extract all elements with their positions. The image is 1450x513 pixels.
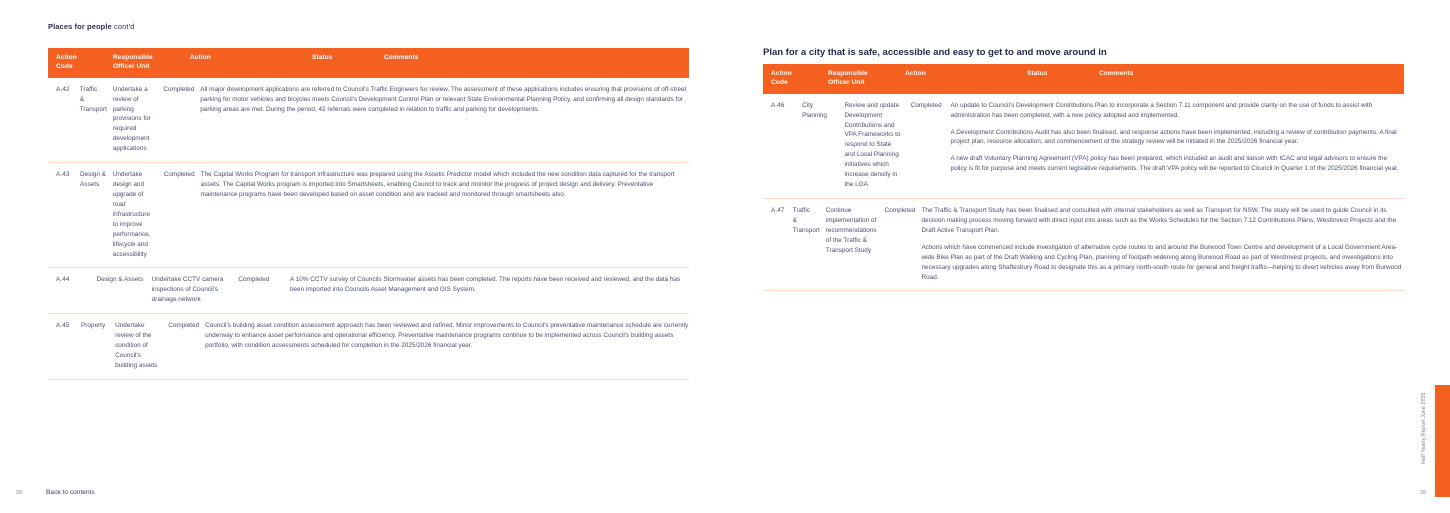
header-status: Status <box>312 54 333 61</box>
cell-action-code: A.45 <box>56 322 70 330</box>
table-row <box>48 314 689 380</box>
header-responsible-officer-unit: Responsible Officer Unit <box>113 54 153 71</box>
cell-action: Continue implementation of recommendations of the Traffic & Transport Study <box>825 207 877 254</box>
table-body <box>763 94 1404 292</box>
cell-officer-unit: Traffic & Transport <box>792 207 820 234</box>
back-to-contents-link[interactable]: Back to contents <box>46 489 95 496</box>
comment-paragraph: All major development applications are referred to Council's Traffic Engineers for review. The assessment of these applications includes ensuring that provisions of off-street parking for motor vehicles and bicycles meets Council's Development Control Plan or relevant State Environmental Planning Policy, and confirming all design standards for parking areas are met. During the period, 42 referrals were completed in relation to traffic and parking for developments. <box>200 85 687 113</box>
cell-action: Review and update Development Contributions and VPA Frameworks to respond to State and Local Planning initiatives which increase density in the LGA <box>844 101 901 189</box>
cell-action-code: A.46 <box>771 101 785 109</box>
table-body <box>48 78 689 380</box>
cell-comments <box>205 321 689 351</box>
cell-status: Completed <box>163 171 195 179</box>
cell-comments <box>200 85 689 115</box>
cell-officer-unit: Property <box>80 322 106 330</box>
comment-paragraph: An update to Council's Development Contributions Plan to incorporate a Section 7.11 component and provide clarity on the use of funds to assist with administration has been completed, with a new policy adopted and implemented. <box>950 101 1373 119</box>
left-actions-table <box>48 48 689 380</box>
table-row <box>48 163 689 268</box>
table-row <box>48 78 689 163</box>
comment-paragraph: A 10% CCTV survey of Councils Stormwater assets has been completed. The reports have been received and reviewed, and the data has been imported into Councils Asset Management and GIS System. <box>289 276 681 294</box>
cell-officer-unit: City Planning <box>802 101 827 119</box>
cell-comments <box>951 101 1404 175</box>
table-header-row <box>48 48 689 78</box>
side-tab-marker <box>1435 385 1450 497</box>
cell-action: Undertake review of the condition of Council's building assets <box>115 322 158 369</box>
table-row <box>48 268 689 314</box>
page-number: 38 <box>16 489 22 496</box>
comment-paragraph: The Traffic & Transport Study has been finalised and consulted with internal stakeholders as well as Transport for NSW. The study will be used to guide Council in its decision making process moving forward with direct input into areas such as the Works Schedules for the Section 7.12 Contributions Plans, WestInvest Projects and the Draft Active Transport Plan. <box>921 207 1397 234</box>
cell-status: Completed <box>238 276 270 284</box>
cell-status: Completed <box>910 101 942 109</box>
cell-action: Undertake a review of parking provisions for required development applications <box>112 85 151 153</box>
cell-status: Completed <box>163 85 195 93</box>
comment-paragraph: Actions which have commenced include investigation of alternative cycle routes to and around the Burwood Town Centre and development of a Local Government Area-wide Bike Plan as part of the Draft Walking and Cycling Plan, planning of footpath widening along Burwood Road as part of WestInvest projects, and investigations into necessary upgrades along Shaftesbury Road to designate this as a primary north-south route for general and freight traffic—helping to divert vehicles away from Burwood Road. <box>921 243 1402 281</box>
cell-status: Completed <box>168 322 200 330</box>
header-responsible-officer-unit: Responsible Officer Unit <box>828 70 868 87</box>
cell-officer-unit: Design & Assets <box>79 171 106 189</box>
header-comments: Comments <box>384 54 419 61</box>
header-action: Action <box>905 70 926 77</box>
header-action-code: Action Code <box>56 54 77 71</box>
left-page-footer <box>16 489 95 496</box>
running-head-title: Places for people <box>48 22 112 31</box>
cell-action-code: A.47 <box>771 207 785 215</box>
cell-action: Undertake design and upgrade of road infrastructure to improve performance, lifecycle and accessibility <box>112 171 151 258</box>
cell-action-code: A.43 <box>56 171 70 179</box>
page-title: Plan for a city that is safe, accessible and easy to get to and move around in <box>763 47 1107 58</box>
header-action: Action <box>190 54 211 61</box>
table-row <box>763 199 1404 291</box>
cell-action-code: A.44 <box>56 276 70 284</box>
side-tab-label: Half Yearly Report June 2025 <box>1421 392 1427 464</box>
comment-paragraph: A Development Contributions Audit has also been finalised, and response actions have been implemented, including a review of contribution payments. A final project plan, resource allocation, and commencement of the strategy review will be initiated in the 2025/2026 financial year. <box>950 128 1397 146</box>
header-status: Status <box>1027 70 1048 77</box>
cell-comments <box>201 170 689 200</box>
cell-action: Undertake CCTV camera inspections of Council's drainage network <box>151 276 224 304</box>
right-actions-table <box>763 64 1404 291</box>
comment-paragraph: A new draft Voluntary Planning Agreement (VPA) policy has been prepared, which included an audit and liaison with ICAC and legal advisors to ensure the policy is fit for purpose and meets current legislative requirements. The draft VPA policy will be reported to Council in Quarter 1 of the 2025/2026 financial year. <box>950 155 1399 173</box>
comment-paragraph: The Capital Works Program for transport infrastructure was prepared using the Assetic Predictor model which included the new condition data captured for the transport assets. The Capital Works program is imported into Smartsheets, enabling Council to track and monitor the progress of project design and delivery. Preventative maintenance programs have been developed based on asset condition and are tracked and monitored through smartsheets also. <box>200 171 675 199</box>
running-head-continued: cont'd <box>114 22 135 31</box>
cell-comments <box>290 275 689 295</box>
header-action-code: Action Code <box>771 70 792 87</box>
comment-paragraph: Council's building asset condition assessment approach has been reviewed and refined. Minor improvements to Council's preventative maintenance schedule are currently underway to enhance asset performance and operational efficiency. Preventative maintenance programs continue to be implemented across Council's building assets portfolio, with condition assessments scheduled for completion in the 2025/2026 financial year. <box>205 322 689 350</box>
page-number: 39 <box>1420 490 1426 496</box>
table-header-row <box>763 64 1404 94</box>
header-comments: Comments <box>1099 70 1134 77</box>
running-head <box>48 22 134 31</box>
cell-status: Completed <box>884 207 916 215</box>
cell-action-code: A.42 <box>56 85 70 93</box>
table-row <box>763 94 1404 199</box>
cell-officer-unit: Design & Assets <box>96 276 144 284</box>
cell-officer-unit: Traffic & Transport <box>79 85 107 113</box>
cell-comments <box>921 206 1404 282</box>
